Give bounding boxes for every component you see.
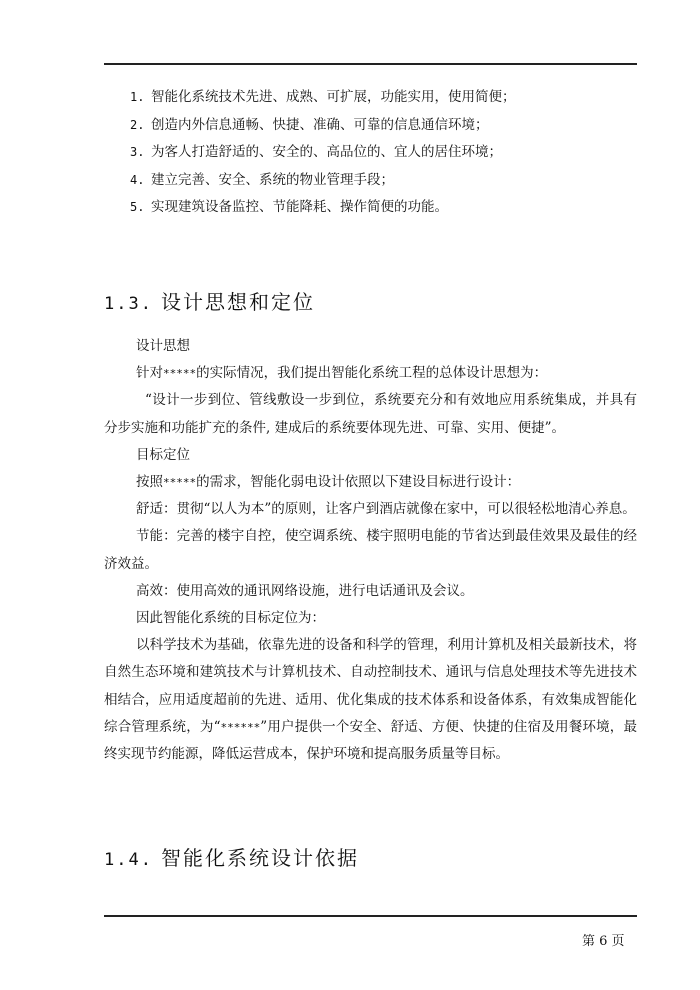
header-rule: [104, 63, 637, 65]
page-number: 第 6 页: [582, 934, 625, 949]
target-paragraph: [104, 469, 637, 496]
intro-text-post: 的实际情况，我们提出智能化系统工程的总体设计思想为：: [196, 365, 548, 382]
summary-paragraph: [104, 632, 637, 768]
comfort-paragraph: 舒适：贯彻“以人为本”的原则，让客户到酒店就像在家中，可以很轻松地清心养息。: [136, 501, 636, 518]
intro-paragraph: [104, 360, 637, 387]
list-item: [130, 139, 630, 167]
therefore-paragraph: 因此智能化系统的目标定位为：: [136, 610, 325, 627]
list-item-text: 智能化系统技术先进、成熟、可扩展，功能实用，使用简便；: [151, 89, 516, 105]
section-body: [104, 333, 637, 768]
masked-name: ******: [220, 720, 261, 734]
list-item-text: 创造内外信息通畅、快捷、准确、可靠的信息通信环境；: [151, 116, 489, 133]
list-item: [130, 84, 630, 112]
list-item: [130, 167, 630, 195]
list-item-text: 建立完善、安全、系统的物业管理手段；: [151, 171, 394, 188]
target-text-post: 的需求，智能化弱电设计依照以下建设目标进行设计：: [196, 474, 521, 491]
list-item: [130, 112, 630, 140]
masked-name: *****: [163, 367, 197, 381]
list-item-number: 2.: [130, 117, 145, 132]
energy-paragraph: 节能：完善的楼宇自控，使空调系统、楼宇照明电能的节省达到最佳效果及最佳的经济效益。: [104, 528, 637, 572]
list-item-number: 3.: [130, 145, 145, 159]
list-item-number: 5.: [130, 200, 145, 214]
list-item-number: 1.: [130, 90, 145, 104]
section-title: 设计思想和定位: [160, 290, 315, 314]
section-heading-1-4: [104, 842, 359, 871]
design-quote: “设计一步到位、管线敷设一步到位，系统要充分和有效地应用系统集成，并具有分步实施和功能扩充的条件, 建成后的系统要体现先进、可靠、实用、便捷”。: [104, 392, 637, 436]
section-heading-1-3: [104, 286, 315, 315]
list-item-text: 实现建筑设备监控、节能降耗、操作简便的功能。: [151, 199, 448, 215]
design-idea-label: 设计思想: [136, 338, 190, 354]
section-number: 1.4.: [104, 850, 153, 870]
goals-list: [130, 84, 630, 222]
summary-text-post: ”用户提供一个安全、舒适、方便、快捷的住宿及用餐环境，最终实现节约能源，降低运营成本，保护环境和提高服务质量等目标。: [104, 718, 638, 763]
section-title: 智能化系统设计依据: [160, 846, 359, 870]
list-item: [130, 194, 630, 222]
target-text-pre: 按照: [136, 474, 163, 491]
footer-rule: [104, 915, 637, 917]
target-label: 目标定位: [136, 446, 190, 463]
list-item-text: 为客人打造舒适的、安全的、高品位的、宜人的居住环境；: [151, 144, 502, 160]
section-number: 1.3.: [104, 294, 153, 314]
summary-text-pre: 以科学技术为基础，依靠先进的设备和科学的管理，利用计算机及相关最新技术，将自然生态环境和建筑技术与计算机技术、自动控制技术、通讯与信息处理技术等先进技术相结合，应用适度超前的先进、适用、优化集成的技术体系和设备体系，有效集成智能化综合管理系统，为“: [104, 637, 637, 735]
list-item-number: 4.: [130, 172, 145, 187]
efficiency-paragraph: 高效：使用高效的通讯网络设施，进行电话通讯及会议。: [136, 582, 474, 599]
masked-name: *****: [163, 476, 197, 490]
intro-text-pre: 针对: [136, 365, 163, 382]
